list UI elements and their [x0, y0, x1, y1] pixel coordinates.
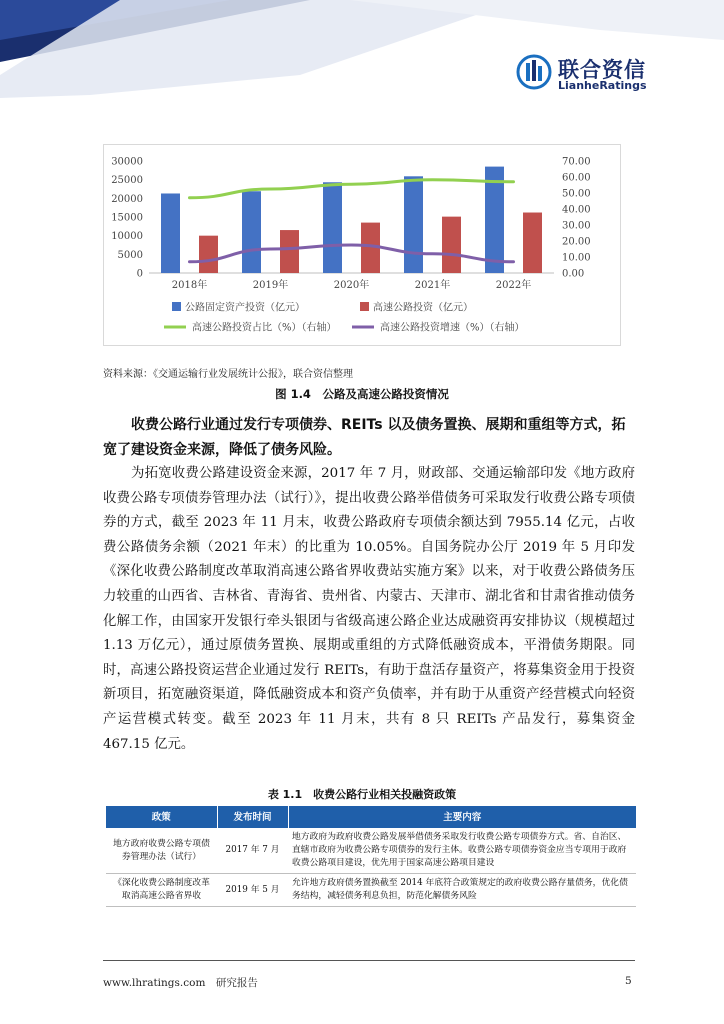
legend-label: 高速公路投资（亿元） — [373, 302, 473, 314]
bar-road-investment — [161, 193, 180, 273]
logo-text-en: LianheRatings — [558, 79, 647, 92]
table-row — [106, 874, 636, 907]
y-right-tick-label: 70.00 — [562, 156, 591, 168]
header-content: 主要内容 — [288, 806, 636, 828]
cell-content: 地方政府为政府收费公路发展举借债务采取发行收费公路专项债券方式。省、自治区、直辖市政府为收费公路专项债券的发行主体。收费公路专项债券资金应当专项用于政府收费公路项目建设，优先用于国家高速公路项目建设 — [288, 828, 636, 874]
figure-caption: 图 1.4 公路及高速公路投资情况 — [275, 387, 449, 401]
cell-date: 2019 年 5 月 — [217, 874, 288, 907]
source-note: 资料来源：《交通运输行业发展统计公报》，联合资信整理 — [103, 369, 353, 380]
bar-highway-investment — [442, 217, 461, 273]
y-right-tick-label: 50.00 — [562, 188, 591, 200]
legend-label: 高速公路投资占比（%）（右轴） — [192, 322, 337, 334]
header-date: 发布时间 — [217, 806, 288, 828]
legend-swatch — [360, 302, 369, 311]
y-right-tick-label: 0.00 — [562, 268, 585, 280]
y-left-tick-label: 0 — [136, 268, 143, 280]
cell-policy: 《深化收费公路制度改革取消高速公路省界收 — [106, 874, 217, 907]
x-tick-label: 2022年 — [495, 280, 532, 291]
y-right-tick-label: 60.00 — [562, 172, 591, 184]
table-caption: 表 1.1 收费公路行业相关投融资政策 — [267, 788, 457, 801]
bar-highway-investment — [199, 236, 218, 273]
legend-label: 公路固定资产投资（亿元） — [185, 302, 305, 314]
section-summary: 收费公路行业通过发行专项债券、REITs 以及债务置换、展期和重组等方式，拓宽了建设资金来源，降低了债务风险。 — [103, 417, 626, 458]
y-right-tick-label: 40.00 — [562, 204, 591, 216]
cell-policy: 地方政府收费公路专项债券管理办法（试行） — [106, 828, 217, 874]
y-right-tick-label: 10.00 — [562, 252, 591, 264]
bar-highway-investment — [280, 230, 299, 273]
y-left-tick-label: 30000 — [111, 156, 143, 168]
legend-swatch — [172, 302, 181, 311]
cell-date: 2017 年 7 月 — [217, 828, 288, 874]
logo-text-cn: 联合资信 — [558, 58, 646, 82]
y-left-tick-label: 10000 — [111, 231, 143, 243]
table-row — [106, 828, 636, 874]
page-number: 5 — [625, 975, 632, 987]
y-left-tick-label: 20000 — [111, 193, 143, 205]
x-tick-label: 2021年 — [414, 280, 451, 291]
bar-road-investment — [404, 176, 423, 273]
legend-label: 高速公路投资增速（%）（右轴） — [380, 322, 525, 334]
investment-chart — [103, 144, 621, 346]
line-highway-share — [190, 180, 514, 198]
bar-road-investment — [242, 191, 261, 273]
x-tick-label: 2020年 — [333, 280, 370, 291]
company-logo — [516, 54, 686, 98]
x-tick-label: 2019年 — [252, 280, 289, 291]
body-paragraph: 为拓宽收费公路建设资金来源，2017 年 7 月，财政部、交通运输部印发《地方政府收费公路专项债券管理办法（试行）》，提出收费公路举借债务可采取发行收费公路专项债券的方式，截至 2023 年 11 月末，收费公路政府专项债余额达到 7955.14 亿元，占收费公路债务余额（2021 年末）的比重为 10.05%。自国务院办公厅 2019 年 5 月印发《深化收费公路制度改革取消高速公路省界收费站实施方案》以来，对于收费公路债务压力较重的山西省、吉林省、青海省、贵州省、内蒙古、天津市、湖北省和甘肃省推动债务化解工作，由国家开发银行牵头银团与省级高速公路企业达成融资再安排协议（规模超过 1.13 万亿元），通过原债务置换、展期或重组的方式降低融资成本，平滑债务期限。同时，高速公路投资运营企业通过发行 REITs，有助于盘活存量资产，将募集资金用于投资新项目，拓宽融资渠道，降低融资成本和资产负债率，并有助于从重资产经营模式向轻资产运营模式转变。截至 2023 年 11 月末，共有 8 只 REITs 产品发行，募集资金 467.15 亿元。 — [103, 466, 635, 752]
logo-mark-icon — [516, 54, 552, 90]
chart-canvas — [104, 145, 620, 345]
policy-table — [106, 806, 636, 907]
y-left-tick-label: 5000 — [117, 249, 143, 261]
bar-highway-investment — [523, 213, 542, 273]
footer-divider — [103, 960, 635, 961]
cell-content: 允许地方政府债务置换截至 2014 年底符合政策规定的政府收费公路存量债务，优化债务结构，减轻债务利息负担，防范化解债务风险 — [288, 874, 636, 907]
header-policy: 政策 — [106, 806, 217, 828]
y-right-tick-label: 30.00 — [562, 220, 591, 232]
y-left-tick-label: 15000 — [111, 212, 143, 224]
y-right-tick-label: 20.00 — [562, 236, 591, 248]
footer-website: www.lhratings.com 研究报告 — [103, 977, 258, 989]
y-left-tick-label: 25000 — [111, 175, 143, 187]
line-highway-growth — [190, 245, 514, 262]
bar-road-investment — [323, 182, 342, 273]
x-tick-label: 2018年 — [171, 280, 208, 291]
table-header-row — [106, 806, 636, 828]
